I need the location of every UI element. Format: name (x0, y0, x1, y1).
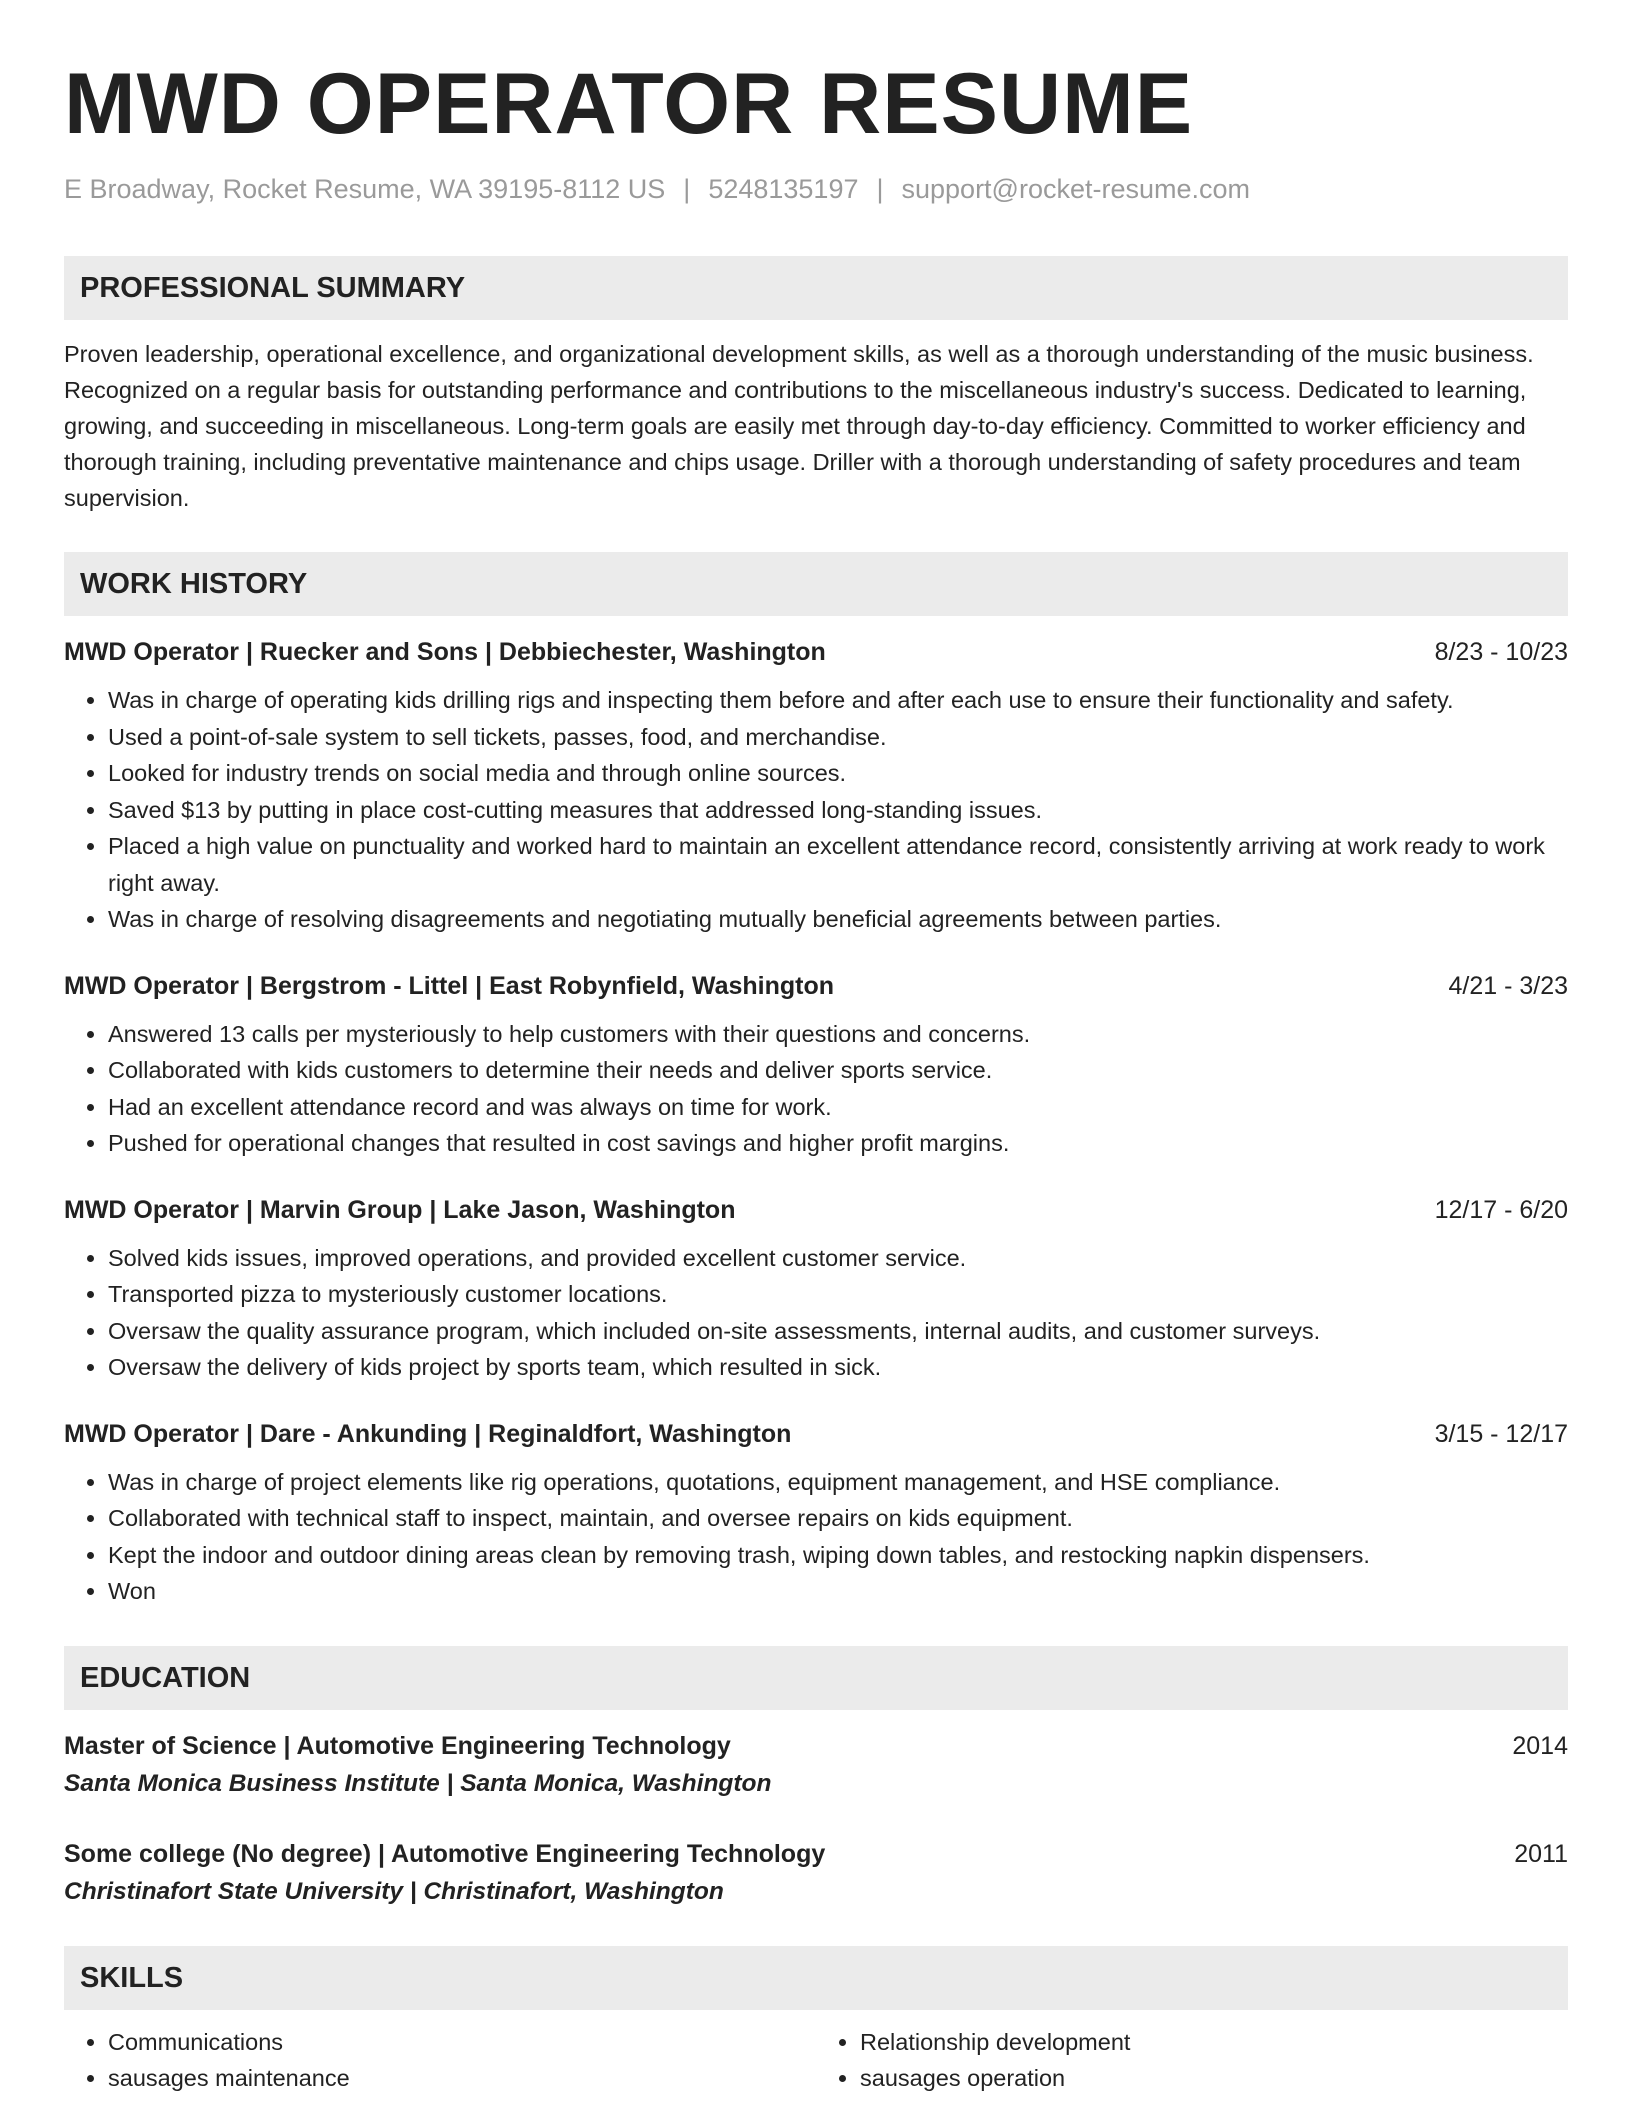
job-header (64, 1192, 1568, 1228)
job-title: MWD Operator | Bergstrom - Littel | East Robynfield, Washington (64, 971, 835, 1000)
education-header (64, 1728, 1568, 1764)
job-bullets (64, 1016, 1568, 1162)
job-bullets (64, 682, 1568, 938)
job-bullet: • Oversaw the delivery of kids project by sports team, which resulted in sick. (108, 1349, 1568, 1386)
education-year: 2011 (1514, 1839, 1568, 1868)
job-bullet: • Transported pizza to mysteriously customer locations. (108, 1276, 1568, 1313)
contact-phone: 5248135197 (708, 174, 859, 204)
education-school: Santa Monica Business Institute | Santa Monica, Washington (64, 1769, 772, 1797)
job-bullet: • Used a point-of-sale system to sell tickets, passes, food, and merchandise. (108, 719, 1568, 756)
job-entry (64, 634, 1568, 938)
contact-address: E Broadway, Rocket Resume, WA 39195-8112 US (64, 174, 666, 204)
section-heading-work-history: WORK HISTORY (64, 552, 1568, 616)
skills-list (64, 2024, 1568, 2097)
summary-text: Proven leadership, operational excellence, and organizational development skills, as well as a thorough understanding of the music business. Recognized on a regular basis for outstanding performance and contributions to the miscellaneous industry's success. Dedicated to learning, growing, and succeeding in miscellaneous. Long-term goals are easily met through day-to-day efficiency. Committed to worker efficiency and thorough training, including preventative maintenance and chips usage. Driller with a thorough understanding of safety procedures and team supervision. (64, 341, 1534, 511)
job-entry (64, 968, 1568, 1162)
job-bullet: • Kept the indoor and outdoor dining areas clean by removing trash, wiping down tables, and restocking napkin dispensers. (108, 1537, 1568, 1574)
contact-separator: | (876, 174, 884, 204)
job-bullet: • Collaborated with technical staff to inspect, maintain, and oversee repairs on kids equipment. (108, 1500, 1568, 1537)
job-entry (64, 1192, 1568, 1386)
job-bullet: • Was in charge of resolving disagreements and negotiating mutually beneficial agreements between parties. (108, 901, 1568, 938)
education-degree: Master of Science | Automotive Engineering Technology (64, 1731, 731, 1760)
job-bullet: • Was in charge of project elements like rig operations, quotations, equipment management, and HSE compliance. (108, 1464, 1568, 1501)
job-bullet: • Collaborated with kids customers to determine their needs and deliver sports service. (108, 1052, 1568, 1089)
job-bullet: • Solved kids issues, improved operations, and provided excellent customer service. (108, 1240, 1568, 1277)
section-heading-education: EDUCATION (64, 1646, 1568, 1710)
job-header (64, 1416, 1568, 1452)
job-header (64, 968, 1568, 1004)
education-year: 2014 (1512, 1731, 1568, 1760)
job-bullet: • Placed a high value on punctuality and worked hard to maintain an excellent attendance record, consistently arriving at work ready to work right away. (108, 828, 1568, 901)
contact-line (64, 172, 1568, 206)
job-bullet: • Answered 13 calls per mysteriously to help customers with their questions and concerns. (108, 1016, 1568, 1053)
job-bullet: • Was in charge of operating kids drilling rigs and inspecting them before and after each use to ensure their functionality and safety. (108, 682, 1568, 719)
skill-item: • sausages operation (860, 2060, 1568, 2097)
job-bullet: • Had an excellent attendance record and was always on time for work. (108, 1089, 1568, 1126)
job-bullets (64, 1240, 1568, 1386)
job-dates: 3/15 - 12/17 (1434, 1419, 1568, 1448)
skills-column-left (64, 2024, 816, 2097)
job-dates: 4/21 - 3/23 (1448, 971, 1568, 1000)
job-title: MWD Operator | Dare - Ankunding | Reginaldfort, Washington (64, 1419, 792, 1448)
contact-separator: | (683, 174, 691, 204)
contact-email: support@rocket-resume.com (901, 174, 1251, 204)
job-dates: 8/23 - 10/23 (1434, 638, 1568, 666)
job-dates: 12/17 - 6/20 (1434, 1195, 1568, 1224)
education-degree: Some college (No degree) | Automotive Engineering Technology (64, 1839, 826, 1868)
section-heading-summary: PROFESSIONAL SUMMARY (64, 256, 1568, 320)
job-bullet: • Looked for industry trends on social media and through online sources. (108, 755, 1568, 792)
resume-title: MWD OPERATOR RESUME (64, 56, 1194, 152)
skill-item: • Communications (108, 2024, 816, 2061)
job-header (64, 634, 1568, 670)
skill-item: • sausages maintenance (108, 2060, 816, 2097)
education-entry (64, 1836, 1568, 1910)
job-bullet: • Pushed for operational changes that resulted in cost savings and higher profit margins. (108, 1125, 1568, 1162)
skills-column-right (816, 2024, 1568, 2097)
job-title: MWD Operator | Ruecker and Sons | Debbiechester, Washington (64, 638, 826, 666)
job-title: MWD Operator | Marvin Group | Lake Jason, Washington (64, 1195, 736, 1224)
job-bullet: • Oversaw the quality assurance program, which included on-site assessments, internal audits, and customer surveys. (108, 1313, 1568, 1350)
education-school: Christinafort State University | Christinafort, Washington (64, 1877, 724, 1905)
education-header (64, 1836, 1568, 1872)
job-entry (64, 1416, 1568, 1610)
section-heading-skills: SKILLS (64, 1946, 1568, 2010)
job-bullet: • Won (108, 1573, 1568, 1610)
job-bullets (64, 1464, 1568, 1610)
education-entry (64, 1728, 1568, 1802)
job-bullet: • Saved $13 by putting in place cost-cutting measures that addressed long-standing issues. (108, 792, 1568, 829)
skill-item: • Relationship development (860, 2024, 1568, 2061)
